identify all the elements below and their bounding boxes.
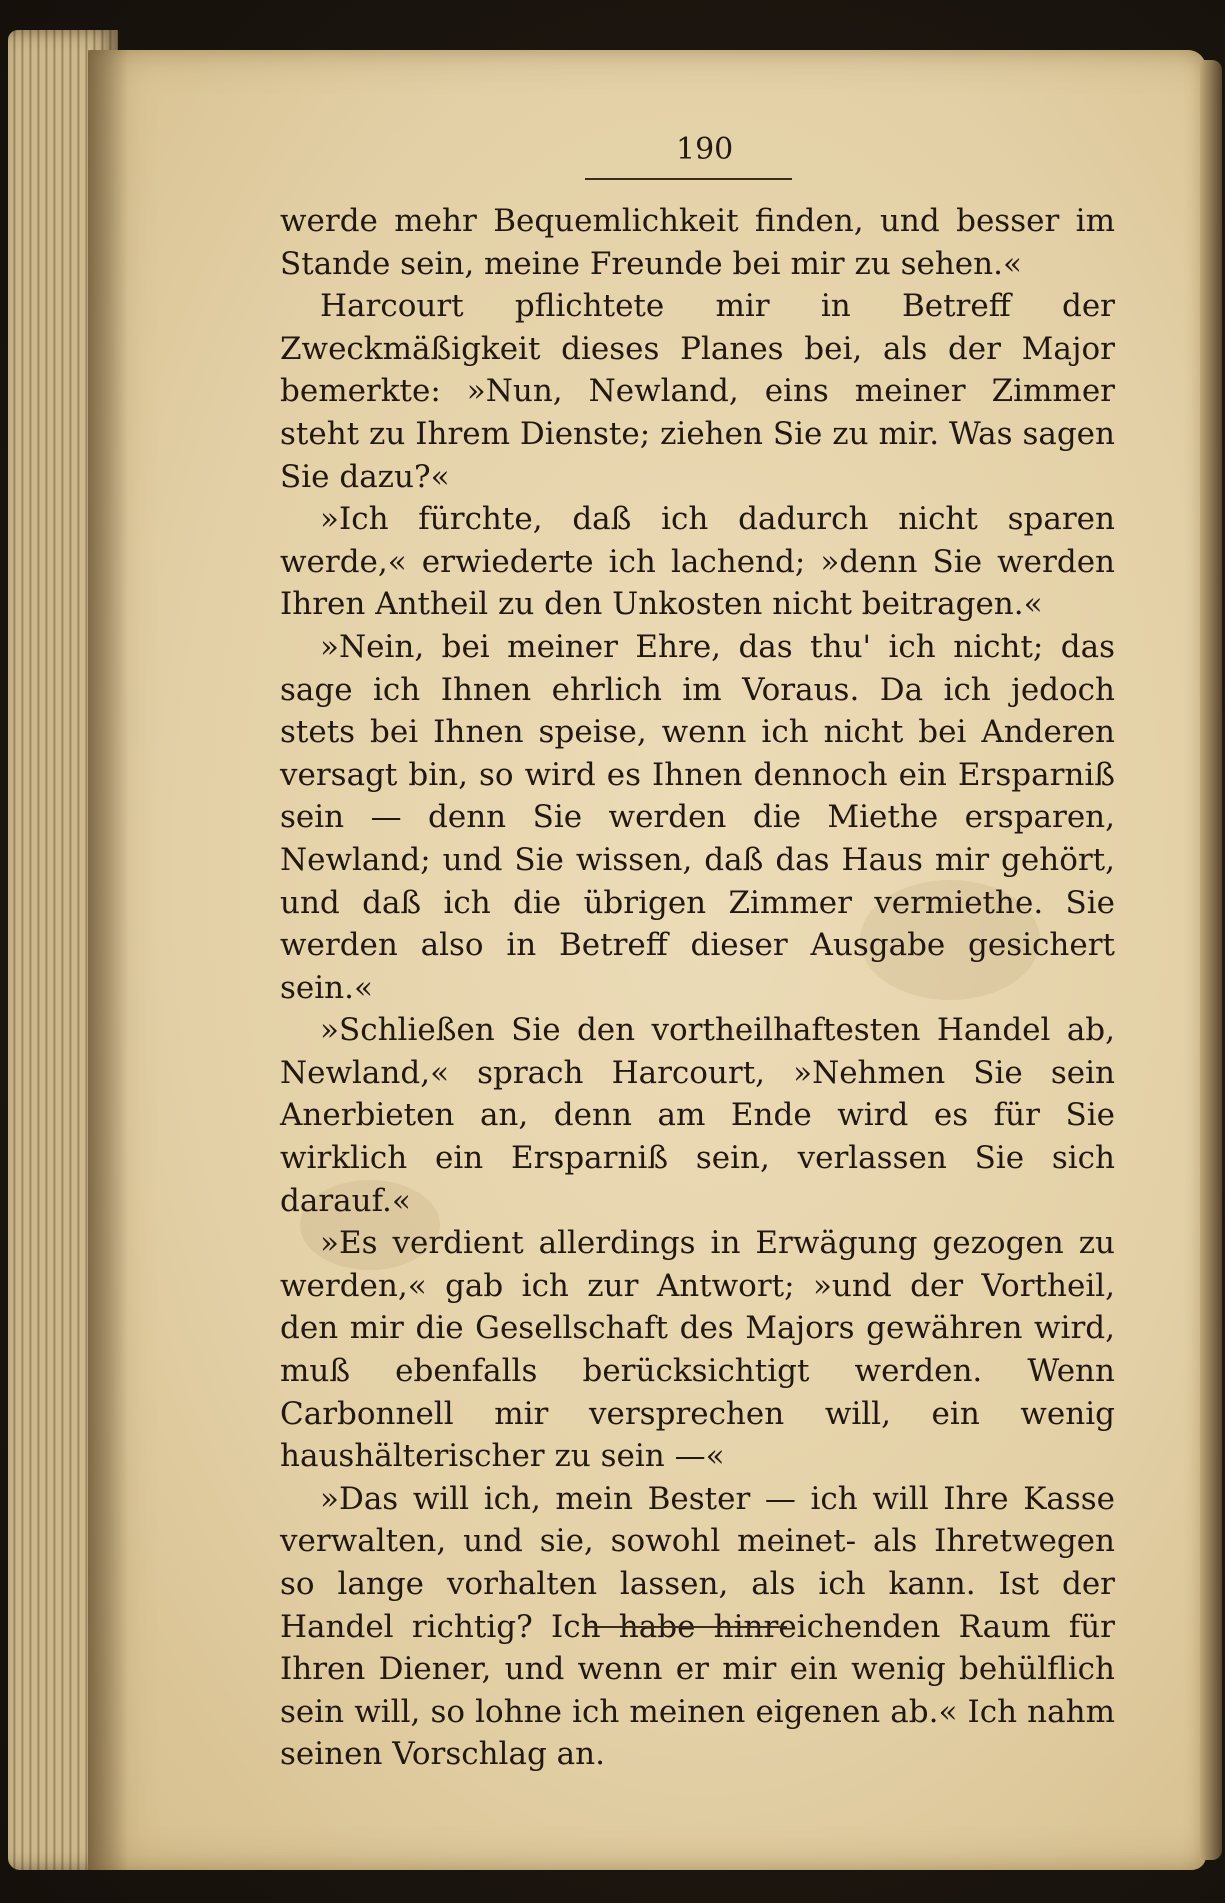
paragraph: werde mehr Bequemlichkeit finden, und besser im Stande sein, meine Freunde bei mir zu sehen.« — [280, 203, 1115, 282]
paragraph: »Nein, bei meiner Ehre, das thu' ich nicht; das sage ich Ihnen ehrlich im Voraus. Da ich jedoch stets bei Ihnen speise, wenn ich nicht bei Anderen versagt bin, so wird es Ihnen dennoch ein Ersparniß sein — denn Sie werden die Miethe ersparen, Newland; und Sie wissen, daß das Haus mir gehört, und daß ich die übrigen Zimmer vermiethe. Sie werden also in Betreff dieser Ausgabe gesichert sein.« — [280, 628, 1115, 1006]
end-rule — [587, 1626, 787, 1628]
paragraph: »Es verdient allerdings in Erwägung gezogen zu werden,« gab ich zur Antwort; »und der Vortheil, den mir die Gesellschaft des Majors gewähren wird, muß ebenfalls berücksichtigt werden. Wenn Carbonnell mir versprechen will, ein wenig haushälterischer zu sein —« — [280, 1225, 1115, 1475]
paragraph: Harcourt pflichtete mir in Betreff der Zweckmäßigkeit dieses Planes bei, als der Major bemerkte: »Nun, Newland, eins meiner Zimmer steht zu Ihrem Dienste; ziehen Sie zu mir. Was sagen Sie dazu?« — [280, 288, 1115, 495]
right-page-edge — [1200, 60, 1222, 1860]
spine-shadow — [88, 50, 128, 1870]
paragraph: »Ich fürchte, daß ich dadurch nicht sparen werde,« erwiederte ich lachend; »denn Sie werden Ihren Antheil zu den Unkosten nicht beitragen.« — [280, 501, 1115, 623]
paragraph: »Das will ich, mein Bester — ich will Ihre Kasse verwalten, und sie, sowohl meinet- als Ihretwegen so lange vorhalten lassen, als ich kann. Ist der Handel richtig? Ich habe hinreichenden Raum für Ihren Diener, und wenn er mir ein wenig behülflich sein will, so lohne ich meinen eigenen ab.« Ich nahm seinen Vorschlag an. — [280, 1480, 1115, 1773]
page-number: 190 — [676, 132, 734, 167]
paragraph: »Schließen Sie den vortheilhaftesten Handel ab, Newland,« sprach Harcourt, »Nehmen Sie sein Anerbieten an, denn am Ende wird es für Sie wirklich ein Ersparniß sein, verlassen Sie sich darauf.« — [280, 1012, 1115, 1219]
header-rule — [585, 178, 792, 180]
body-text — [280, 200, 1115, 1773]
